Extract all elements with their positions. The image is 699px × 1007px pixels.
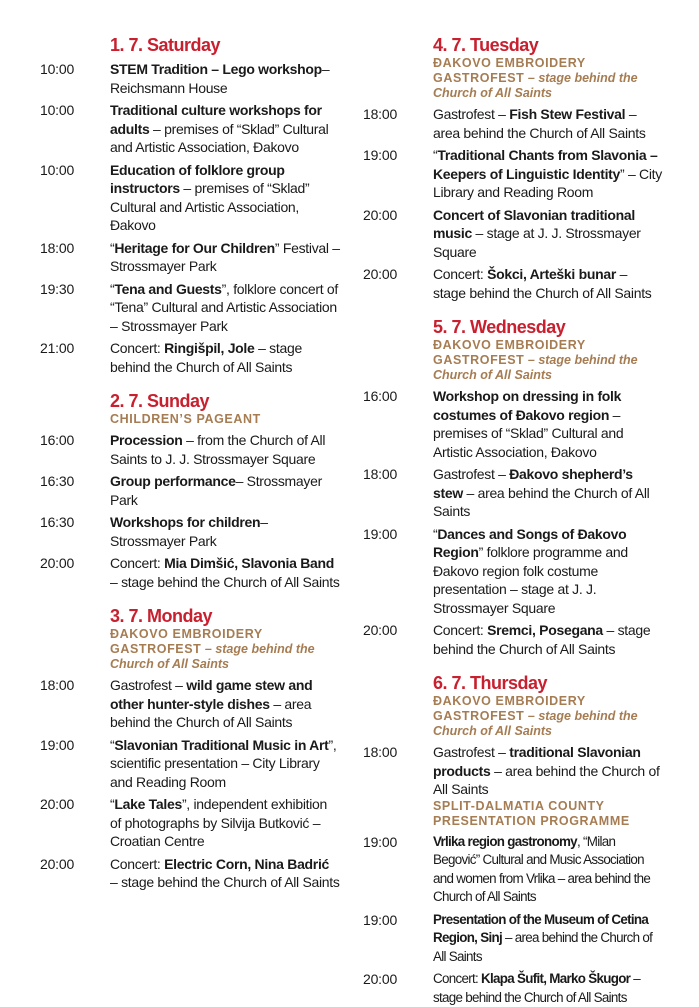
programme-subheading	[110, 642, 340, 672]
event-title: wild game stew and other hunter-style dishes	[110, 677, 313, 712]
event-detail: – premises of “Sklad” Cultural and Artistic Association, Đakovo	[110, 120, 329, 155]
event-title: Workshops for children	[110, 514, 261, 530]
event-title: Klapa Šufit, Marko Škugor	[481, 971, 631, 986]
event-time: 19:00	[363, 147, 398, 163]
county-subheading: PRESENTATION PROGRAMME	[433, 813, 630, 828]
event-detail: Concert:	[433, 266, 488, 282]
event-detail: , “Milan Begović” Cultural and Music Association and women from Vrlika – area behind the Church of All Saints	[433, 833, 651, 904]
event-detail: – stage at J. J. Strossmayer Square	[433, 225, 641, 260]
event-detail: – area behind the Church of All Saints	[110, 695, 312, 730]
event-row	[40, 513, 340, 550]
event-time: 16:30	[40, 473, 75, 489]
event-detail: – area behind the Church of All Saints	[433, 762, 660, 797]
day-heading: 5. 7. Wednesday	[433, 317, 566, 337]
event-row	[40, 339, 340, 376]
programme-subheading	[433, 694, 663, 709]
programme-subheading	[433, 56, 663, 71]
subheading-label: ĐAKOVO EMBROIDERY	[433, 694, 586, 708]
event-row	[363, 743, 663, 799]
event-title: traditional Slavonian products	[433, 744, 641, 779]
subheading-label: CHILDREN’S PAGEANT	[110, 412, 261, 426]
event-title: Tena and Guests	[114, 280, 222, 297]
event-time: 20:00	[40, 855, 75, 872]
subheading-location: – stage behind the Church of All Saints	[433, 353, 638, 382]
subheading-location: – stage behind the Church of All Saints	[110, 642, 315, 671]
event-detail: Gastrofest –	[433, 466, 510, 482]
event-description	[110, 280, 340, 336]
event-description	[110, 855, 340, 892]
event-detail: – area behind the Church of All Saints	[433, 106, 646, 141]
event-detail: ”, scientific presentation – City Library and Reading Room	[110, 736, 337, 790]
section-gap	[40, 591, 340, 605]
event-detail: “	[433, 525, 438, 542]
event-row	[40, 554, 340, 591]
programme-subheading	[433, 709, 663, 739]
event-time: 19:00	[363, 525, 398, 542]
event-time: 19:00	[363, 833, 398, 850]
event-row	[40, 431, 340, 468]
event-description	[110, 472, 340, 509]
event-detail: ” folklore programme and Đakovo region folk costume presentation – stage at J. J. Strossmayer Square	[433, 544, 628, 616]
event-time: 16:30	[40, 514, 75, 530]
event-row	[40, 472, 340, 509]
event-detail: ”, folklore concert of “Tena” Cultural and Artistic Association – Strossmayer Park	[110, 280, 338, 334]
programme-subheading	[433, 71, 663, 101]
programme-subheading	[110, 412, 340, 427]
county-subheading: SPLIT-DALMATIA COUNTY	[433, 798, 605, 813]
event-detail: – stage behind the Church of All Saints	[433, 971, 640, 1005]
event-detail: – area behind the Church of All Saints	[433, 484, 650, 519]
event-description	[433, 265, 663, 302]
event-title: Šokci, Arteški bunar	[487, 266, 616, 282]
event-description	[433, 911, 663, 967]
event-detail: – Strossmayer Park	[110, 514, 268, 549]
event-title: Heritage for Our Children	[114, 239, 275, 256]
event-detail: “	[110, 239, 115, 256]
event-title: Workshop on dressing in folk costumes of Đakovo region	[433, 388, 622, 423]
event-time: 21:00	[40, 340, 75, 356]
event-time: 20:00	[363, 266, 398, 282]
event-time: 20:00	[363, 206, 398, 223]
event-row	[40, 60, 340, 97]
event-detail: “	[110, 736, 115, 753]
event-row	[363, 387, 663, 461]
subheading-label: GASTROFEST	[433, 71, 525, 85]
event-detail: Gastrofest –	[433, 106, 510, 122]
event-detail: – stage behind the Church of All Saints	[433, 266, 652, 301]
event-title: Đakovo shepherd’s stew	[433, 466, 633, 501]
subheading-label: GASTROFEST	[433, 709, 525, 723]
event-row	[40, 280, 340, 336]
event-description	[433, 206, 663, 262]
event-detail: – stage behind the Church of All Saints	[110, 874, 340, 890]
subheading-label: GASTROFEST	[433, 353, 525, 367]
event-description	[433, 833, 663, 907]
event-time: 18:00	[40, 239, 75, 256]
day-heading: 2. 7. Sunday	[110, 391, 210, 411]
event-detail: Concert:	[110, 855, 165, 872]
section-gap	[363, 658, 663, 672]
event-detail: “	[110, 280, 115, 297]
event-detail: – area behind the Church of All Saints	[433, 930, 653, 964]
event-detail: – premises of “Sklad” Cultural and Artistic Association, Đakovo	[110, 180, 310, 233]
event-description	[110, 795, 340, 851]
event-description	[110, 736, 340, 792]
event-description	[433, 621, 663, 658]
event-detail: – from the Church of All Saints to J. J. Strossmayer Square	[110, 432, 326, 467]
event-description	[110, 554, 340, 591]
event-description	[110, 513, 340, 550]
event-time: 18:00	[363, 744, 398, 760]
event-row	[363, 525, 663, 618]
event-time: 20:00	[363, 622, 398, 638]
event-time: 19:00	[363, 911, 398, 928]
subheading-location: – stage behind the Church of All Saints	[433, 709, 638, 738]
event-row	[363, 621, 663, 658]
event-row	[363, 911, 663, 967]
event-row	[40, 736, 340, 792]
event-time: 10:00	[40, 61, 75, 77]
event-detail: Concert:	[433, 622, 488, 638]
subheading-label: ĐAKOVO EMBROIDERY	[433, 338, 586, 352]
event-detail: Gastrofest –	[110, 677, 187, 693]
event-title: Presentation of the Museum of Cetina Region, Sinj	[433, 911, 649, 945]
right-column	[363, 34, 663, 1007]
subheading-label: ĐAKOVO EMBROIDERY	[433, 56, 586, 70]
event-row	[363, 146, 663, 202]
event-title: Mia Dimšić, Slavonia Band	[164, 555, 334, 571]
event-detail: Concert:	[110, 555, 165, 571]
event-title: STEM Tradition – Lego workshop	[110, 61, 322, 77]
event-description	[433, 387, 663, 461]
event-time: 19:30	[40, 280, 75, 297]
event-title: Fish Stew Festival	[509, 106, 626, 122]
event-description	[433, 970, 663, 1007]
event-row	[363, 833, 663, 907]
day-heading: 4. 7. Tuesday	[433, 35, 539, 55]
event-time: 20:00	[40, 796, 75, 812]
event-description	[110, 676, 340, 732]
event-time: 10:00	[40, 102, 75, 118]
event-detail: “	[433, 147, 438, 163]
event-title: Group performance	[110, 473, 236, 489]
event-description	[110, 101, 340, 157]
day-heading: 3. 7. Monday	[110, 606, 213, 626]
event-row	[363, 105, 663, 142]
day-heading: 1. 7. Saturday	[110, 35, 221, 55]
event-time: 18:00	[363, 466, 398, 482]
section-gap	[363, 302, 663, 316]
event-title: Dances and Songs of Đakovo Region	[433, 525, 627, 560]
event-description	[110, 339, 340, 376]
event-title: Electric Corn, Nina Badrić	[164, 855, 330, 872]
event-detail: Concert:	[110, 340, 165, 356]
event-description	[433, 525, 663, 618]
event-detail: – stage behind the Church of All Saints	[110, 340, 302, 375]
section-gap	[40, 376, 340, 390]
event-detail: ”, independent exhibition of photographs by Silvija Butković – Croatian Centre	[110, 796, 327, 849]
programme-subheading	[433, 338, 663, 353]
event-title: Vrlika region gastronomy	[433, 833, 577, 849]
event-time: 18:00	[363, 106, 398, 122]
subheading-location: – stage behind the Church of All Saints	[433, 71, 638, 100]
event-detail: “	[110, 796, 115, 812]
event-time: 20:00	[40, 555, 75, 571]
programme-subheading	[110, 627, 340, 642]
event-time: 16:00	[40, 432, 75, 448]
subheading-label: ĐAKOVO EMBROIDERY	[110, 627, 263, 641]
event-description	[110, 431, 340, 468]
event-description	[433, 743, 663, 799]
event-detail: – stage behind the Church of All Saints	[433, 622, 651, 657]
event-detail: Gastrofest –	[433, 744, 510, 760]
event-detail: – Reichsmann House	[110, 61, 330, 96]
event-detail: – premises of “Sklad” Cultural and Artistic Association, Đakovo	[433, 406, 624, 460]
programme-subheading	[433, 353, 663, 383]
event-title: Procession	[110, 432, 183, 448]
event-title: Concert of Slavonian traditional music	[433, 206, 635, 241]
event-row	[363, 970, 663, 1007]
event-description	[110, 239, 340, 276]
event-title: Sremci, Posegana	[487, 622, 603, 638]
event-title: Education of folklore group instructors	[110, 161, 285, 196]
event-row	[40, 239, 340, 276]
event-row	[363, 465, 663, 521]
event-time: 19:00	[40, 736, 75, 753]
event-row	[363, 265, 663, 302]
event-row	[40, 101, 340, 157]
event-description	[433, 105, 663, 142]
event-description	[433, 465, 663, 521]
event-description	[110, 161, 340, 235]
event-row	[363, 206, 663, 262]
event-row	[40, 161, 340, 235]
event-time: 10:00	[40, 161, 75, 178]
subheading-label: GASTROFEST	[110, 642, 202, 656]
event-title: Ringišpil, Jole	[164, 340, 255, 356]
event-title: Lake Tales	[114, 796, 182, 812]
event-title: Traditional culture workshops for adults	[110, 102, 322, 137]
event-description	[110, 60, 340, 97]
day-heading: 6. 7. Thursday	[433, 673, 548, 693]
event-time: 16:00	[363, 388, 398, 404]
event-description	[433, 146, 663, 202]
event-row	[40, 855, 340, 892]
event-detail: – Strossmayer Park	[110, 473, 322, 508]
event-title: Traditional Chants from Slavonia – Keepers of Linguistic Identity	[433, 147, 658, 182]
event-detail: – stage behind the Church of All Saints	[110, 573, 340, 590]
left-column	[40, 34, 340, 892]
event-title: Slavonian Traditional Music in Art	[114, 736, 329, 753]
event-time: 18:00	[40, 677, 75, 693]
event-detail: Concert:	[433, 971, 482, 986]
event-detail: ” – City Library and Reading Room	[433, 165, 662, 200]
event-row	[40, 676, 340, 732]
event-row	[40, 795, 340, 851]
event-time: 20:00	[363, 971, 398, 987]
event-detail: ” Festival – Strossmayer Park	[110, 239, 340, 274]
